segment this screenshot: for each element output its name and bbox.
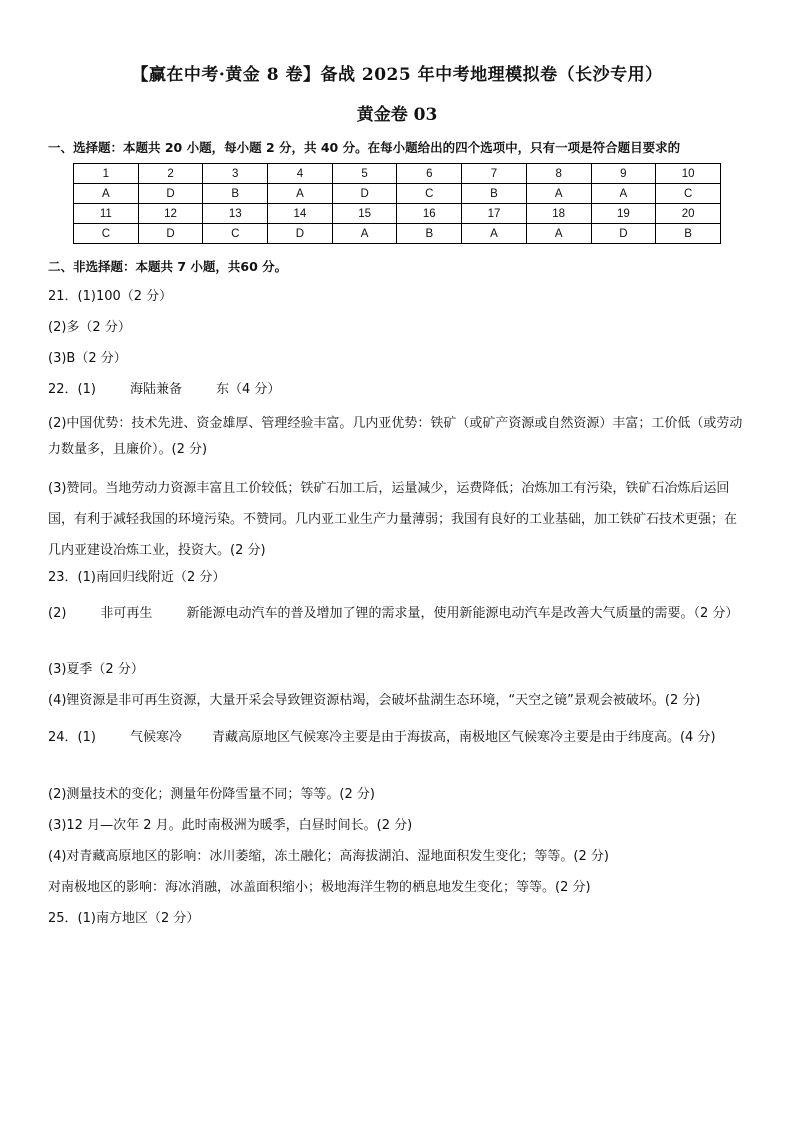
answer-21-1: 21．(1)100（2 分） (48, 289, 173, 304)
answer-22-1-number: 22．(1) (48, 382, 96, 397)
answer-table-cell: A (74, 184, 139, 204)
answer-22-2: (2)中国优势：技术先进、资金雄厚、管理经验丰富。几内亚优势：铁矿（或矿产资源或自然资源）丰富；工价低（或劳动力数量多，且廉价）。(2 分) (48, 416, 743, 457)
answer-table-cell: 1 (74, 164, 139, 184)
answer-table-cell: 16 (397, 204, 462, 224)
answer-table-row (74, 224, 721, 244)
answer-23-2-number: (2) (48, 606, 67, 621)
answer-table-cell: B (656, 224, 721, 244)
answer-table (73, 163, 721, 244)
answer-table-cell: 11 (74, 204, 139, 224)
answer-24-1-part2: 青藏高原地区气候寒冷主要是由于海拔高，南极地区气候寒冷主要是由于纬度高。(4 分) (211, 730, 716, 745)
section-heading-nonchoice: 二、非选择题：本题共 7 小题，共60 分。 (48, 259, 288, 274)
answer-table-cell: A (462, 224, 527, 244)
answer-table-cell: D (138, 184, 203, 204)
answer-table-cell: 10 (656, 164, 721, 184)
document-title: 【赢在中考·黄金 8 卷】备战 2025 年中考地理模拟卷（长沙专用） (131, 65, 663, 85)
answer-22-1 (48, 380, 748, 400)
answer-table-cell: 4 (268, 164, 333, 184)
answer-table-cell: 17 (462, 204, 527, 224)
section-heading-choice: 一、选择题：本题共 20 小题，每小题 2 分，共 40 分。在每小题给出的四个选项中，只有一项是符合题目要求的 (48, 140, 681, 155)
answer-24-2: (2)测量技术的变化；测量年份降雪量不同；等等。(2 分) (48, 787, 375, 802)
answer-table-cell: 12 (138, 204, 203, 224)
answer-table-cell: 13 (203, 204, 268, 224)
answer-table-cell: 2 (138, 164, 203, 184)
answer-table-cell: D (268, 224, 333, 244)
answer-table-cell: C (656, 184, 721, 204)
answer-23-2-part1: 非可再生 (100, 606, 153, 621)
answer-table-cell: 7 (462, 164, 527, 184)
answer-table-cell: D (138, 224, 203, 244)
answer-table-cell: B (462, 184, 527, 204)
answer-24-1-part1: 气候寒冷 (129, 730, 182, 745)
answer-24-1 (48, 722, 748, 753)
answer-22-1-part1: 海陆兼备 (129, 382, 182, 397)
answer-table-cell: C (397, 184, 462, 204)
answer-table-cell: C (74, 224, 139, 244)
answer-table-cell: A (268, 184, 333, 204)
answer-table-cell: 15 (332, 204, 397, 224)
answer-24-4a: (4)对青藏高原地区的影响：冰川萎缩，冻土融化；高海拔湖泊、湿地面积发生变化；等等。(2 分) (48, 849, 609, 864)
answer-table-cell: C (203, 224, 268, 244)
answer-21-3: (3)B（2 分） (48, 351, 127, 366)
answer-table-cell: 9 (591, 164, 656, 184)
answer-24-3: (3)12 月—次年 2 月。此时南极洲为暖季，白昼时间长。(2 分) (48, 818, 413, 833)
document-subtitle: 黄金卷 03 (356, 105, 438, 125)
answer-table-cell: 5 (332, 164, 397, 184)
answer-23-2 (48, 598, 748, 629)
answer-23-4: (4)锂资源是非可再生资源，大量开采会导致锂资源枯竭，会破坏盐湖生态环境，“天空之镜”景观会被破坏。(2 分) (48, 693, 701, 708)
answer-table-cell: 19 (591, 204, 656, 224)
answer-table-cell: A (332, 224, 397, 244)
answer-table-cell: A (591, 184, 656, 204)
answer-table-cell: 8 (526, 164, 591, 184)
answer-25-1: 25．(1)南方地区（2 分） (48, 911, 200, 926)
answer-table-row (74, 184, 721, 204)
answer-23-1: 23．(1)南回归线附近（2 分） (48, 570, 226, 585)
answer-table-row (74, 204, 721, 224)
answer-table-cell: B (203, 184, 268, 204)
answer-23-3: (3)夏季（2 分） (48, 662, 144, 677)
answer-table-cell: 20 (656, 204, 721, 224)
answer-table-cell: B (397, 224, 462, 244)
answer-22-1-part2: 东（4 分） (215, 382, 281, 397)
answer-21-2: (2)多（2 分） (48, 320, 131, 335)
answer-table-cell: 14 (268, 204, 333, 224)
answer-table-row (74, 164, 721, 184)
answer-24-1-number: 24．(1) (48, 730, 96, 745)
answer-table-cell: 6 (397, 164, 462, 184)
answer-22-3: (3)赞同。当地劳动力资源丰富且工价较低；铁矿石加工后，运量减少，运费降低；冶炼加工有污染，铁矿石冶炼后运回国，有利于减轻我国的环境污染。不赞同。几内亚工业生产力量薄弱；我国有良好的工业基础，加工铁矿石技术更强；在几内亚建设冶炼工业，投资大。(2 分) (48, 481, 738, 558)
answer-table-cell: D (332, 184, 397, 204)
answer-table-cell: 3 (203, 164, 268, 184)
answer-table-cell: D (591, 224, 656, 244)
answer-table-cell: A (526, 184, 591, 204)
answer-24-4b: 对南极地区的影响：海冰消融，冰盖面积缩小；极地海洋生物的栖息地发生变化；等等。(2 分) (48, 880, 591, 895)
answer-table-cell: A (526, 224, 591, 244)
answer-table-cell: 18 (526, 204, 591, 224)
answer-23-2-part2: 新能源电动汽车的普及增加了锂的需求量，使用新能源电动汽车是改善大气质量的需要。（2 分） (186, 606, 739, 621)
